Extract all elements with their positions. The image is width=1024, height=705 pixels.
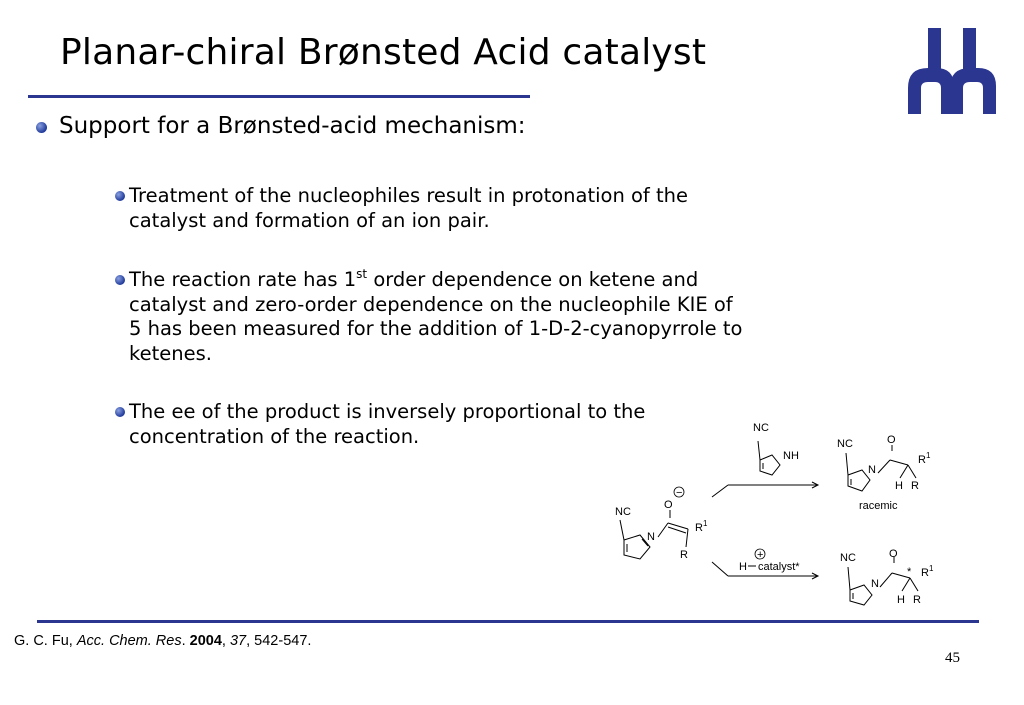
bullet-icon <box>115 191 125 201</box>
university-logo-icon <box>908 28 998 114</box>
label-r1: $R^1$ <box>918 451 931 466</box>
label-r1: $R^1$ <box>695 519 708 534</box>
label-nc: NC <box>837 438 853 450</box>
sub-bullet-2-text: The reaction rate has 1st order dependence on ketene and catalyst and zero-order dependence on the nucleophile KIE of 5 has been measured for the addition of 1-D-2-cyanopyrrole to ketenes. <box>129 267 743 365</box>
label-r1: $R^1$ <box>921 564 934 579</box>
stereo-star: * <box>907 566 912 578</box>
label-racemic: racemic <box>859 500 898 512</box>
label-n: N <box>871 578 879 590</box>
label-n: N <box>647 531 655 543</box>
sub-bullet-3-text: The ee of the product is inversely proportional to the concentration of the reaction. <box>129 400 646 448</box>
main-bullet-text: Support for a Brønsted-acid mechanism: <box>59 113 526 139</box>
label-h: H <box>739 561 747 573</box>
citation: G. C. Fu, Acc. Chem. Res. 2004, 37, 542-547. <box>14 633 312 649</box>
sub-bullet-1-text: Treatment of the nucleophiles result in protonation of the catalyst and formation of an ion pair. <box>129 184 688 232</box>
label-nc: NC <box>615 506 631 518</box>
label-o: O <box>887 434 896 446</box>
label-o: O <box>889 548 898 560</box>
minus-sign: − <box>676 487 683 499</box>
label-h: H <box>895 480 903 492</box>
label-nc: NC <box>840 552 856 564</box>
label-r: R <box>911 480 919 492</box>
slide-title: Planar-chiral Brønsted Acid catalyst <box>60 32 707 73</box>
reaction-scheme <box>600 415 960 615</box>
title-underline <box>28 95 530 98</box>
label-catalyst: catalyst* <box>758 561 800 573</box>
label-n: N <box>868 464 876 476</box>
label-r: R <box>913 594 921 606</box>
label-nc: NC <box>753 422 769 434</box>
bullet-icon <box>115 275 125 285</box>
label-nh: NH <box>783 450 799 462</box>
footer-rule <box>37 620 979 623</box>
bullet-icon <box>115 407 125 417</box>
plus-sign: + <box>757 549 764 561</box>
bullet-icon <box>36 122 47 133</box>
label-r: R <box>680 549 688 561</box>
label-o: O <box>664 499 673 511</box>
page-number: 45 <box>945 650 960 666</box>
label-h: H <box>897 594 905 606</box>
